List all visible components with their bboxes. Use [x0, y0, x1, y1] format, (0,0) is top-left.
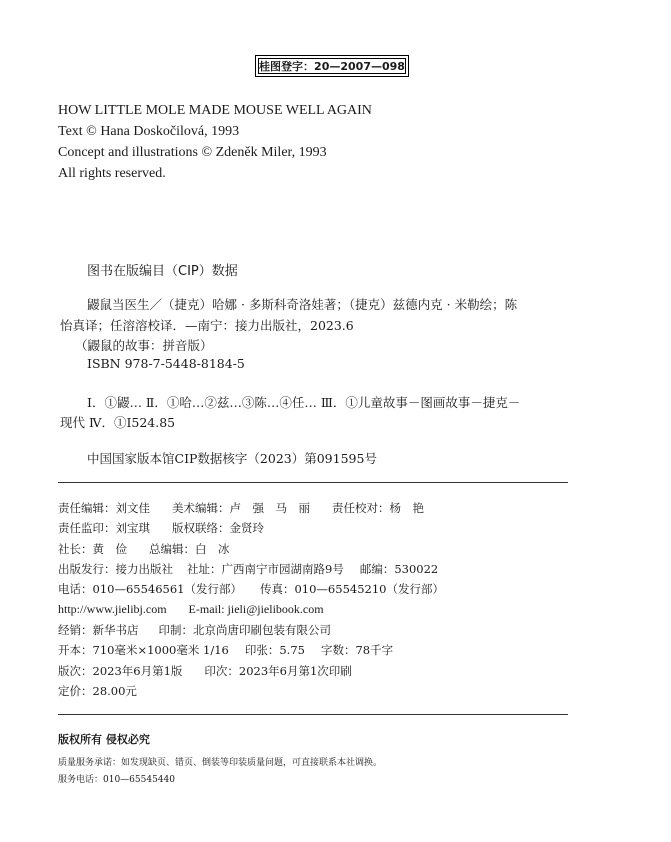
text-credit: Text © Hana Doskočilová, 1993	[58, 124, 240, 139]
format-row	[58, 642, 393, 658]
cip-classification-1: Ⅰ．①鼹… Ⅱ．①哈…②兹…③陈…④任… Ⅲ．①儿童故事－图画故事－捷克－	[87, 395, 521, 410]
edition-row	[58, 663, 352, 679]
publisher-issuer: 出版发行：接力出版社	[58, 562, 173, 576]
cip-isbn: ISBN 978-7-5448-8184-5	[87, 356, 245, 371]
publisher-phone: 电话：010—65546561（发行部）	[58, 582, 242, 596]
staff-row-2	[58, 520, 264, 536]
english-title: HOW LITTLE MOLE MADE MOUSE WELL AGAIN	[58, 103, 372, 118]
word-count: 字数：78千字	[320, 643, 394, 657]
quality-promise: 质量服务承诺：如发现缺页、错页、倒装等印装质量问题，可直接联系本社调换。	[58, 758, 383, 768]
proofreader: 责任校对：杨 艳	[332, 501, 424, 515]
publisher-address: 社址：广西南宁市园湖南路9号	[187, 562, 344, 576]
print-supervisor: 责任监印：刘宝琪	[58, 521, 150, 535]
president: 社长：黄 俭	[58, 542, 127, 556]
distributor: 经销：新华书店	[58, 623, 139, 637]
registration-number: 桂图登字：20—2007—098	[259, 60, 405, 73]
registration-box	[255, 55, 409, 77]
cip-series: （鼹鼠的故事：拼音版）	[75, 338, 213, 353]
divider-bottom	[58, 714, 568, 715]
cip-verification: 中国国家版本馆CIP数据核字（2023）第091595号	[87, 451, 377, 466]
rights-statement-en: All rights reserved.	[58, 166, 166, 181]
edition: 版次：2023年6月第1版	[58, 664, 183, 678]
book-format: 开本：710毫米×1000毫米 1/16	[58, 643, 229, 657]
cip-classification-2: 现代 Ⅳ．①I524.85	[60, 415, 176, 430]
divider-top	[58, 482, 568, 483]
rights-heading: 版权所有 侵权必究	[58, 733, 150, 746]
service-phone: 服务电话：010—65545440	[58, 775, 175, 785]
print-sheets: 印张：5.75	[244, 643, 305, 657]
art-editor: 美术编辑：卢 强 马 丽	[172, 501, 310, 515]
publisher-website[interactable]: http://www.jielibj.com	[58, 602, 167, 616]
printer: 印制：北京尚唐印刷包装有限公司	[158, 623, 331, 637]
cip-title: 图书在版编目（CIP）数据	[87, 264, 238, 279]
cip-line-2: 怡真译；任溶溶校译．—南宁：接力出版社，2023.6	[60, 318, 354, 333]
responsible-editor: 责任编辑：刘文佳	[58, 501, 150, 515]
publisher-fax: 传真：010—65545210（发行部）	[259, 582, 444, 596]
chief-editor: 总编辑：白 冰	[149, 542, 230, 556]
illustration-credit: Concept and illustrations © Zdeněk Miler, 1993	[58, 145, 327, 160]
publisher-postcode: 邮编：530022	[359, 562, 439, 576]
rights-contact: 版权联络：金贤玲	[172, 521, 264, 535]
printing: 印次：2023年6月第1次印刷	[204, 664, 352, 678]
cip-line-1: 鼹鼠当医生／（捷克）哈娜 · 多斯科奇洛娃著；（捷克）兹德内克 · 米勒绘；陈	[87, 297, 518, 312]
staff-row-3	[58, 541, 230, 557]
phone-row	[58, 581, 444, 597]
price: 定价：28.00元	[58, 684, 137, 698]
publisher-row	[58, 561, 438, 577]
publisher-email[interactable]: E-mail: jieli@jielibook.com	[188, 602, 324, 616]
distribution-row	[58, 622, 331, 638]
staff-row-1	[58, 500, 424, 516]
web-row	[58, 602, 324, 617]
